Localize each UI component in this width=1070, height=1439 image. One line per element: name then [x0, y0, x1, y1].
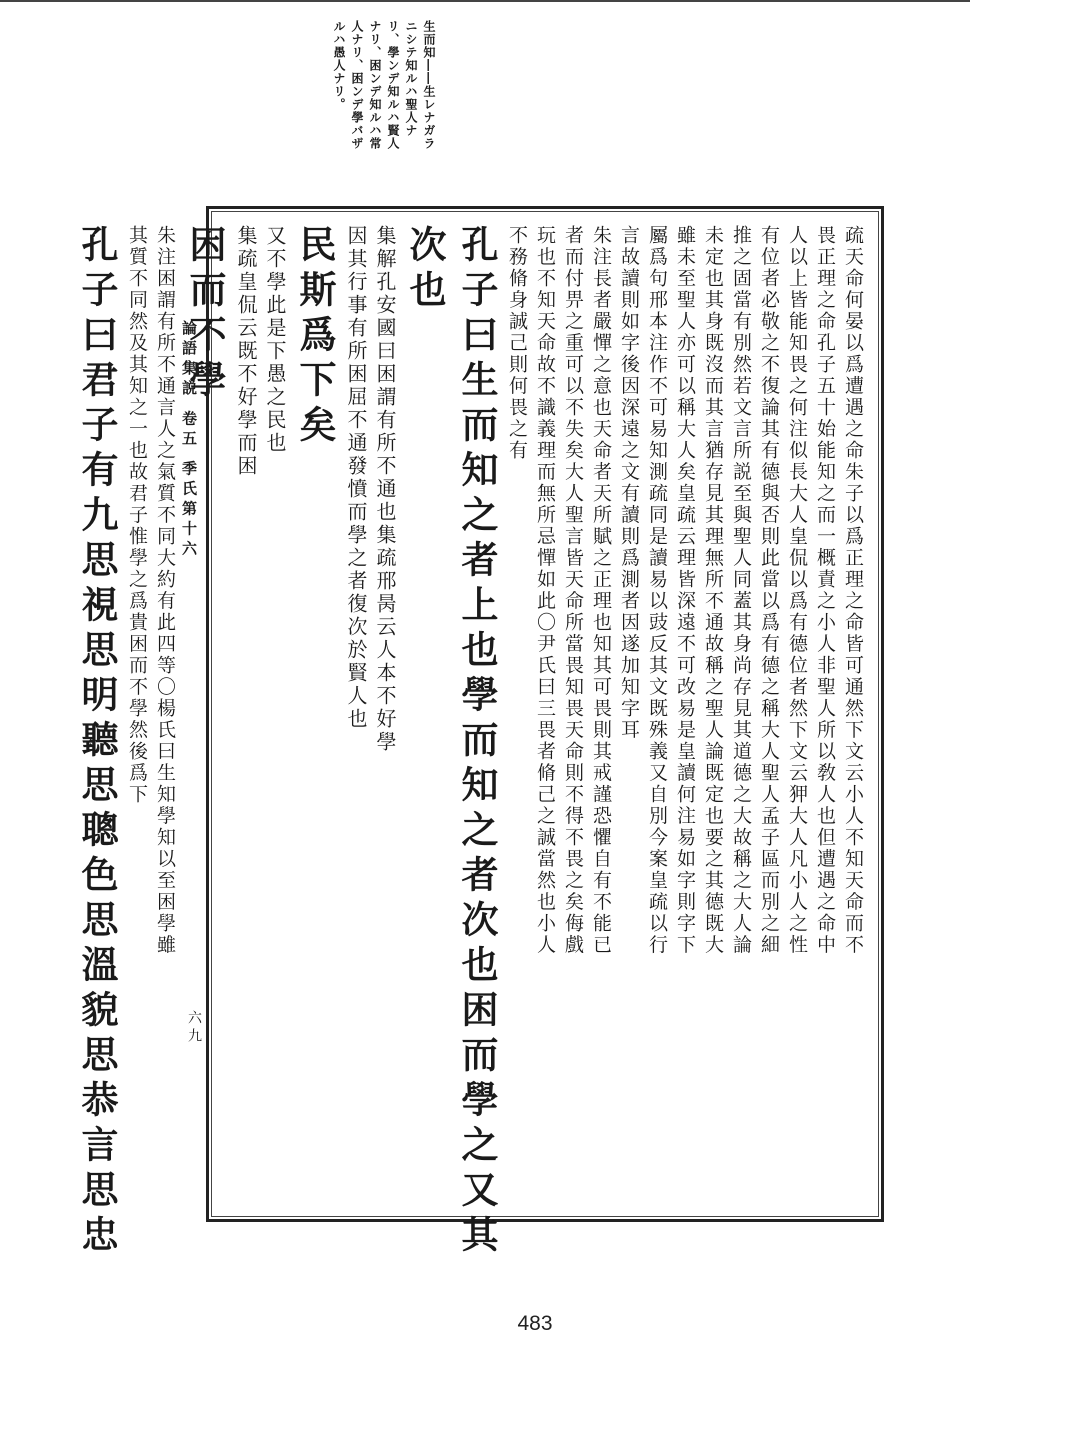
- commentary-column: 朱注長者嚴憚之意也天命者天所賦之正理也知其可畏則其戒謹恐懼自有不能已: [590, 225, 612, 956]
- marginal-gloss: [332, 20, 436, 200]
- commentary-column: 雖未至聖人亦可以稱大人矣皇疏云理皆深遠不可改易是皇讀何注易如字則字下: [674, 225, 696, 956]
- commentary-column: 其質不同然及其知之一也故君子惟學之爲貴困而不學然後爲下: [126, 225, 148, 806]
- commentary-column: 朱注困謂有所不通言人之氣質不同大約有此四等〇楊氏曰生知學知以至困學雖: [154, 225, 176, 956]
- commentary-column: 疏天命何晏以爲遭遇之命朱子以爲正理之命皆可通然下文云小人不知天命而不: [842, 225, 864, 956]
- gloss-line: ナリ、困ンデ知ルハ常: [368, 20, 382, 150]
- page-number: 483: [517, 1312, 553, 1335]
- commentary-column: 集解孔安國曰困謂有所不通也集疏邢昺云人本不好學: [373, 225, 397, 754]
- commentary-column: 有位者必敬之不復論其有德與否則此當以爲有德之稱大人聖人孟子區而別之細: [758, 225, 780, 956]
- main-text-column: 孔子曰君子有九思視思明聽思聰色思溫貌思恭言思忠: [75, 225, 119, 1260]
- commentary-column: 未定也其身既沒而其言猶存見其理無所不通故稱之聖人論既定也要之其德既大: [702, 225, 724, 956]
- top-border-rule: [0, 0, 970, 2]
- main-text-column: 困而不學: [183, 225, 227, 405]
- gloss-line: リ、學ンデ知ルハ賢人: [386, 20, 400, 150]
- commentary-column: 畏正理之命孔子五十始能知之而一概責之小人非聖人所以敎人也但遭遇之命中: [814, 225, 836, 956]
- commentary-column: 人以上皆能知畏之何注似長大人皇侃以爲有德位者然下文云狎大人凡小人之性: [786, 225, 808, 956]
- commentary-column: 不務脩身誠己則何畏之有: [506, 225, 528, 462]
- gloss-line: 生而知――生レナガラ: [422, 20, 436, 150]
- commentary-column: 玩也不知天命故不識義理而無所忌憚如此〇尹氏曰三畏者脩己之誠當然也小人: [534, 225, 556, 956]
- gloss-line: 人ナリ、困ンデ學バザ: [350, 20, 364, 150]
- gloss-line: ルハ愚人ナリ。: [332, 20, 346, 111]
- main-text-column: 民斯爲下矣: [293, 225, 337, 450]
- running-head: 論語集説 卷五 季氏第十六: [180, 320, 198, 561]
- commentary-column: 者而付畀之重可以不失矣大人聖言皆天命所當畏知畏天命則不得不畏之矣侮戲: [562, 225, 584, 956]
- main-text-column: 次也: [403, 225, 447, 315]
- gloss-line: ニシテ知ルハ聖人ナ: [404, 20, 418, 137]
- commentary-column: 集疏皇侃云既不好學而困: [234, 225, 258, 478]
- commentary-column: 言故讀則如字後因深遠之文有讀則爲測者因遂加知字耳: [618, 225, 640, 741]
- commentary-column: 屬爲句邢本注作不可易知測疏同是讀易以豉反其文既殊義又自別今案皇疏以行: [646, 225, 668, 956]
- folio-number: 六九: [186, 1010, 202, 1046]
- commentary-column: 因其行事有所困屈不通發憤而學之者復次於賢人也: [344, 225, 368, 731]
- commentary-column: 又不學此是下愚之民也: [263, 225, 287, 455]
- main-text-column: 孔子曰生而知之者上也學而知之者次也困而學之又其: [455, 225, 499, 1260]
- commentary-column: 推之固當有別然若文言所説至與聖人同蓋其身尚存見其道德之大故稱之大人論: [730, 225, 752, 956]
